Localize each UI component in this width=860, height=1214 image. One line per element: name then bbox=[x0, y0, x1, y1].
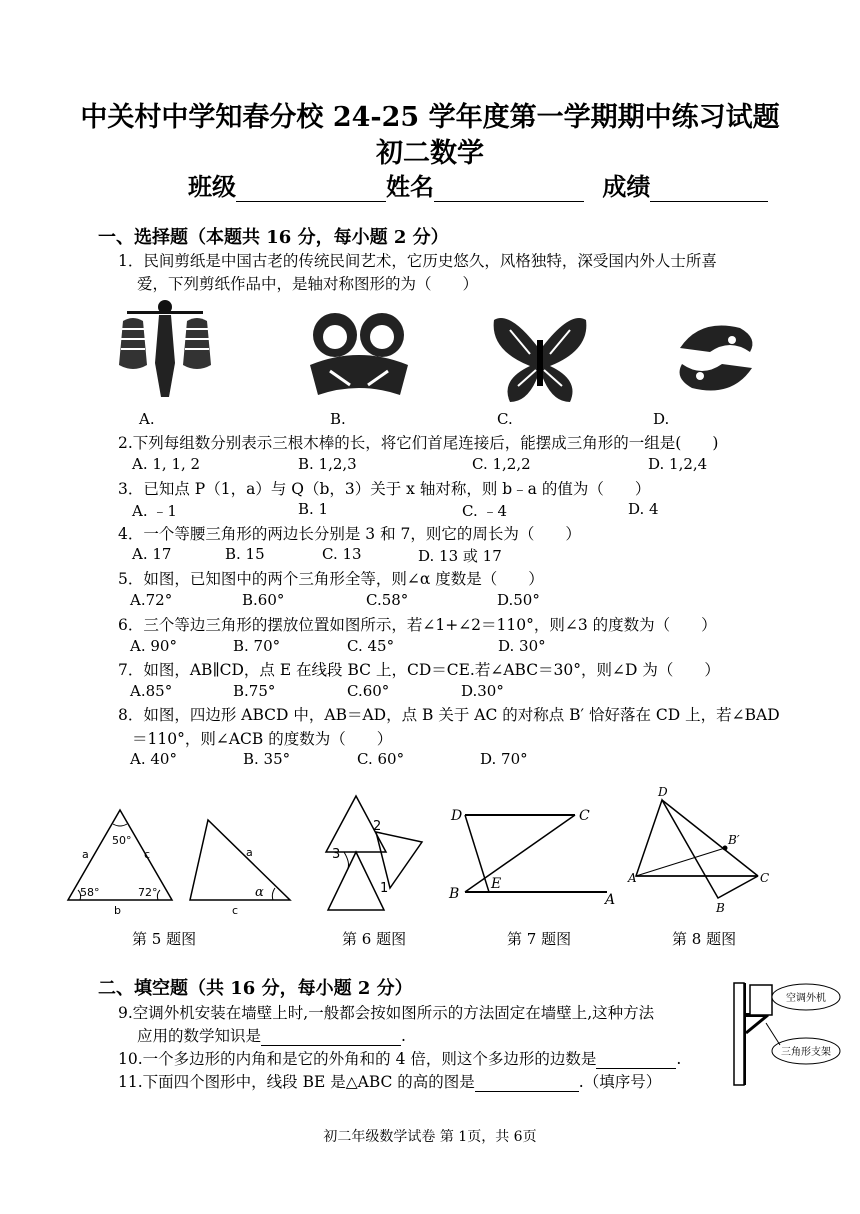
q4-option-b: B. 15 bbox=[225, 545, 265, 563]
section1-heading: 一、选择题（本题共 16 分，每小题 2 分） bbox=[98, 227, 449, 248]
caption-q8: 第 8 题图 bbox=[672, 930, 737, 948]
q3-option-d: D. 4 bbox=[628, 500, 659, 518]
q8-option-a: A. 40° bbox=[130, 750, 177, 768]
q8-point-d: D bbox=[658, 785, 668, 799]
q2-option-b: B. 1,2,3 bbox=[298, 455, 357, 473]
q5-figure bbox=[60, 800, 300, 920]
q11-note: （填序号） bbox=[583, 1073, 662, 1091]
papercut-b-image bbox=[300, 305, 418, 401]
exam-title: 中关村中学知春分校 24-25 学年度第一学期期中练习试题 bbox=[80, 102, 780, 133]
q5-text: 5．如图，已知图中的两个三角形全等，则∠α 度数是（ ） bbox=[118, 570, 544, 588]
q8-point-a: A bbox=[628, 871, 637, 885]
caption-q6: 第 6 题图 bbox=[342, 930, 407, 948]
q5-side-a-right: a bbox=[246, 846, 253, 859]
caption-q7: 第 7 题图 bbox=[507, 930, 572, 948]
q6-option-a: A. 90° bbox=[130, 637, 177, 655]
q7-option-c: C.60° bbox=[347, 682, 390, 700]
q5-option-a: A.72° bbox=[130, 591, 173, 609]
q5-side-c-left: c bbox=[144, 848, 151, 861]
q8-option-b: B. 35° bbox=[243, 750, 291, 768]
q10-row: 10.一个多边形的内角和是它的外角和的 4 倍，则这个多边形的边数是 . bbox=[118, 1050, 682, 1068]
q8-option-c: C. 60° bbox=[357, 750, 405, 768]
q5-side-c-right: c bbox=[232, 904, 239, 917]
ac-bracket-figure bbox=[720, 975, 840, 1087]
q8-figure bbox=[628, 786, 778, 916]
q5-angle-50: 50° bbox=[112, 834, 132, 847]
section2-heading: 二、填空题（共 16 分，每小题 2 分） bbox=[98, 978, 413, 999]
papercut-d-image bbox=[670, 318, 762, 398]
q6-option-c: C. 45° bbox=[347, 637, 395, 655]
q4-text: 4．一个等腰三角形的两边长分别是 3 和 7，则它的周长为（ ） bbox=[118, 525, 581, 543]
name-blank[interactable] bbox=[434, 177, 584, 202]
q5-option-d: D.50° bbox=[497, 591, 540, 609]
q2-option-c: C. 1,2,2 bbox=[472, 455, 531, 473]
q7-point-e: E bbox=[491, 876, 502, 892]
q7-option-d: D.30° bbox=[461, 682, 504, 700]
q6-option-b: B. 70° bbox=[233, 637, 281, 655]
q2-option-a: A. 1, 1, 2 bbox=[132, 455, 201, 473]
score-blank[interactable] bbox=[650, 177, 768, 202]
papercut-c-image bbox=[490, 310, 590, 406]
page-footer: 初二年级数学试卷 第 1页，共 6页 bbox=[323, 1129, 537, 1145]
q6-angle-1: 1 bbox=[380, 881, 389, 896]
exam-subtitle: 初二数学 bbox=[376, 138, 484, 169]
q5-side-a-left: a bbox=[82, 848, 89, 861]
q6-angle-2: 2 bbox=[373, 819, 382, 834]
q2-option-d: D. 1,2,4 bbox=[648, 455, 708, 473]
student-info-row bbox=[188, 167, 768, 202]
q11-row: 11.下面四个图形中，线段 BE 是△ABC 的高的图是 .（填序号） bbox=[118, 1073, 662, 1091]
q5-option-b: B.60° bbox=[242, 591, 285, 609]
q1-label-c: C. bbox=[497, 410, 513, 428]
bracket-label: 三角形支架 bbox=[781, 1047, 831, 1058]
q5-option-c: C.58° bbox=[366, 591, 409, 609]
q7-text: 7．如图，AB∥CD，点 E 在线段 BC 上，CD＝CE.若∠ABC＝30°，则∠D 为（ ） bbox=[118, 661, 720, 679]
papercut-a-image bbox=[115, 293, 215, 405]
caption-q5: 第 5 题图 bbox=[132, 930, 197, 948]
q5-angle-72: 72° bbox=[138, 886, 158, 899]
q4-option-d: D. 13 或 17 bbox=[418, 547, 502, 565]
q7-point-a: A bbox=[605, 892, 616, 908]
q8-point-bprime: B′ bbox=[728, 833, 740, 847]
score-label: 成绩 bbox=[602, 172, 651, 201]
ac-unit-label: 空调外机 bbox=[786, 993, 826, 1004]
q6-option-d: D. 30° bbox=[498, 637, 546, 655]
q4-option-c: C. 13 bbox=[322, 545, 362, 563]
q5-side-b: b bbox=[114, 904, 121, 917]
q1-label-d: D. bbox=[653, 410, 670, 428]
q6-text: 6．三个等边三角形的摆放位置如图所示，若∠1+∠2＝110°，则∠3 的度数为（ ） bbox=[118, 616, 717, 634]
q7-point-c: C bbox=[579, 808, 590, 824]
q9-line1: 9.空调外机安装在墙壁上时,一般都会按如图所示的方法固定在墙壁上,这种方法 bbox=[118, 1004, 655, 1022]
q3-text: 3．已知点 P（1，a）与 Q（b，3）关于 x 轴对称，则 b﹣a 的值为（ ） bbox=[118, 480, 651, 498]
q7-point-d: D bbox=[451, 808, 463, 824]
q9-line2: 应用的数学知识是 bbox=[137, 1027, 262, 1045]
q9-line2-row: 应用的数学知识是 . bbox=[137, 1027, 406, 1045]
q8-line1: 8．如图，四边形 ABCD 中，AB＝AD，点 B 关于 AC 的对称点 B′ 恰好落在 CD 上，若∠BAD bbox=[118, 706, 780, 724]
q10-text: 10.一个多边形的内角和是它的外角和的 4 倍，则这个多边形的边数是 bbox=[118, 1050, 597, 1068]
q7-figure bbox=[445, 800, 625, 910]
q3-option-c: C. ﹣4 bbox=[462, 502, 508, 520]
name-label: 姓名 bbox=[386, 172, 434, 201]
q7-option-b: B.75° bbox=[233, 682, 276, 700]
q8-point-b: B bbox=[716, 901, 725, 915]
class-blank[interactable] bbox=[236, 177, 386, 202]
q6-figure bbox=[318, 792, 430, 916]
q3-option-a: A. ﹣1 bbox=[132, 502, 177, 520]
q11-answer-blank[interactable] bbox=[475, 1076, 579, 1092]
q5-angle-58: 58° bbox=[80, 886, 100, 899]
q9-answer-blank[interactable] bbox=[261, 1030, 401, 1046]
class-label: 班级 bbox=[188, 172, 236, 201]
q1-line1: 1．民间剪纸是中国古老的传统民间艺术，它历史悠久，风格独特，深受国内外人士所喜 bbox=[118, 252, 717, 270]
q10-answer-blank[interactable] bbox=[596, 1053, 676, 1069]
q7-point-b: B bbox=[449, 886, 460, 902]
q8-option-d: D. 70° bbox=[480, 750, 528, 768]
q1-label-b: B. bbox=[330, 410, 346, 428]
q5-angle-alpha: α bbox=[255, 885, 264, 900]
q1-line2: 爱，下列剪纸作品中，是轴对称图形的为（ ） bbox=[137, 275, 479, 293]
q3-option-b: B. 1 bbox=[298, 500, 329, 518]
q4-option-a: A. 17 bbox=[132, 545, 172, 563]
q8-point-c: C bbox=[760, 871, 770, 885]
q11-text: 11.下面四个图形中，线段 BE 是△ABC 的高的图是 bbox=[118, 1073, 475, 1091]
q8-line2: ＝110°，则∠ACB 的度数为（ ） bbox=[132, 730, 393, 748]
q1-label-a: A. bbox=[139, 410, 155, 428]
q6-angle-3: 3 bbox=[332, 847, 341, 862]
q7-option-a: A.85° bbox=[130, 682, 173, 700]
q2-text: 2.下列每组数分别表示三根木棒的长，将它们首尾连接后，能摆成三角形的一组是( ) bbox=[118, 434, 719, 452]
